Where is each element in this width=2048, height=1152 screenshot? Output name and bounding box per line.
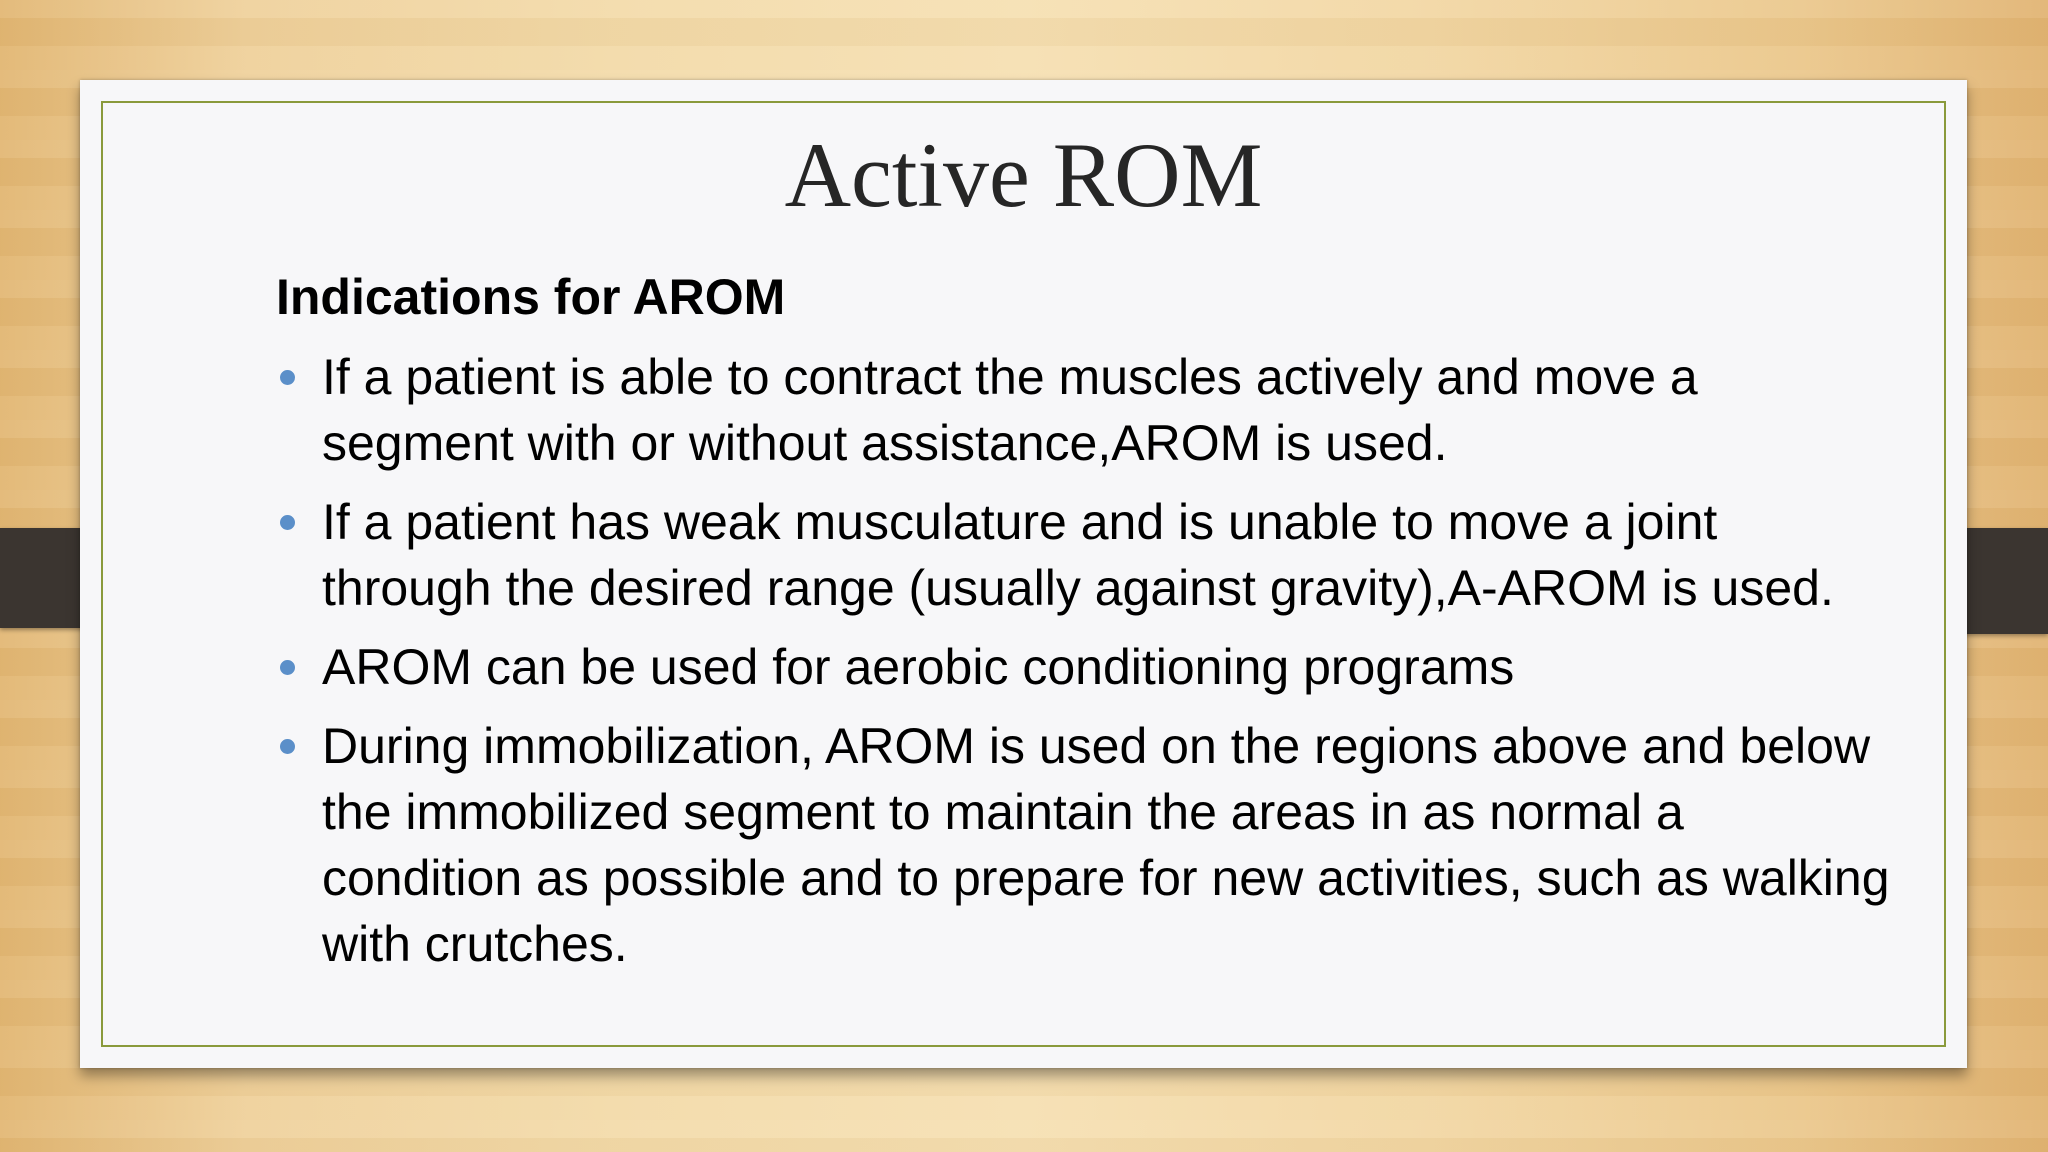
- bullet-item: [276, 713, 1896, 977]
- bullet-text: If a patient has weak musculature and is unable to move a joint through the desired range (usually against gravity),A-AROM is used.: [322, 494, 1834, 616]
- bullet-text: AROM can be used for aerobic conditioning programs: [322, 639, 1515, 695]
- bullet-item: [276, 634, 1896, 700]
- slide-subtitle: Indications for AROM: [276, 269, 786, 325]
- bullet-text: During immobilization, AROM is used on the regions above and below the immobilized segment to maintain the areas in as normal a condition as possible and to prepare for new activities, such as walking with crutches.: [322, 718, 1890, 972]
- bullet-text: If a patient is able to contract the muscles actively and move a segment with or without assistance,AROM is used.: [322, 349, 1698, 471]
- slide: [80, 80, 1967, 1068]
- bullet-dot-icon: [280, 739, 295, 754]
- bullet-item: [276, 489, 1896, 621]
- bullet-item: [276, 344, 1896, 476]
- slide-title: Active ROM: [784, 124, 1263, 226]
- bullet-dot-icon: [280, 370, 295, 385]
- bullet-dot-icon: [280, 660, 295, 675]
- bullet-list: [276, 344, 1896, 990]
- bullet-dot-icon: [280, 515, 295, 530]
